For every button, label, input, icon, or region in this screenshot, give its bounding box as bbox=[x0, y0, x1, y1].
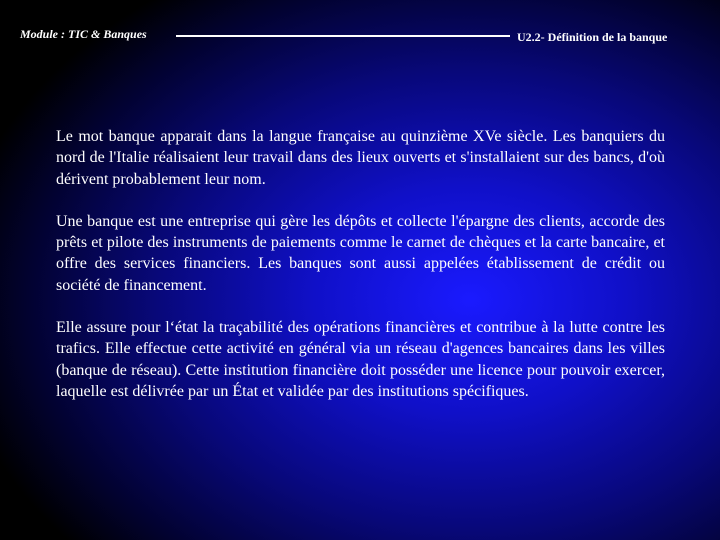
paragraph-definition: Une banque est une entreprise qui gère les dépôts et collecte l'épargne des clients, accorde des prêts et pilote des instruments de paiements comme le carnet de chèques et la carte bancaire, et offre des services financiers. Les banques sont aussi appelées établissement de crédit ou société de financement. bbox=[56, 212, 665, 294]
paragraph-role: Elle assure pour l‘état la traçabilité des opérations financières et contribue à la lutte contre les trafics. Elle effectue cette activité en général via un réseau d'agences bancaires dans les villes (banque de réseau). Cette institution financière doit posséder une licence pour pouvoir exercer, laquelle est délivrée par un État et validée par des institutions spécifiques. bbox=[56, 319, 665, 400]
header-divider bbox=[176, 35, 510, 37]
section-title: U2.2- Définition de la banque bbox=[517, 30, 668, 44]
slide-body bbox=[56, 126, 665, 423]
paragraph-origin: Le mot banque apparait dans la langue française au quinzième XVe siècle. Les banquiers du nord de l'Italie réalisaient leur travail dans des lieux ouverts et s'installaient sur des bancs, d'où dérivent probablement leur nom. bbox=[56, 128, 665, 188]
module-title: Module : TIC & Banques bbox=[20, 27, 147, 41]
